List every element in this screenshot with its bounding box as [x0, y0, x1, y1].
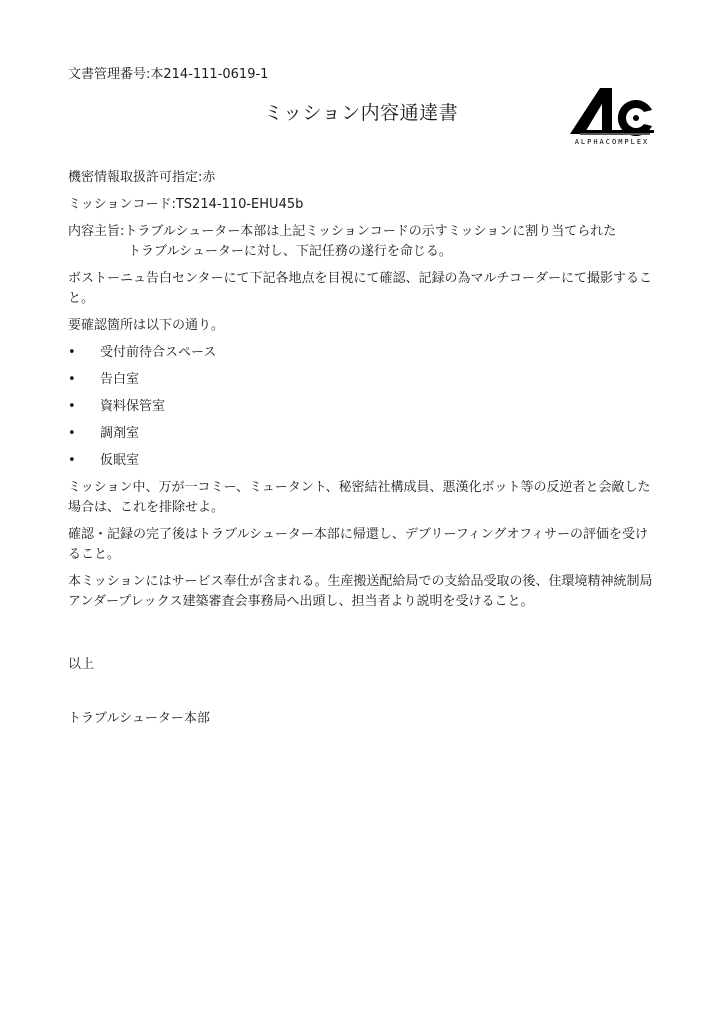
debrief-paragraph: 確認・記録の完了後はトラブルシューター本部に帰還し、デブリーフィングオフィサーの評価を受けること。 [68, 527, 648, 562]
list-item [68, 343, 658, 363]
checkpoint-label: 仮眠室 [100, 453, 140, 468]
document-number: 文書管理番号:本214-111-0619-1 [68, 67, 269, 82]
instruction-paragraph: ボストーニュ告白センターにて下記各地点を目視にて確認、記録の為マルチコーダーにて撮影すること。 [68, 271, 652, 306]
summary-block [68, 222, 658, 262]
classification-line: 機密情報取扱許可指定:赤 [68, 170, 216, 185]
summary-line-continuation: トラブルシューターに対し、下記任務の遂行を命じる。 [128, 244, 452, 259]
bullet-icon: • [68, 345, 76, 360]
bullet-icon: • [68, 399, 76, 414]
document-body [68, 168, 658, 619]
list-item [68, 451, 658, 471]
checkpoint-label: 告白室 [100, 372, 140, 387]
alphacomplex-logo [566, 86, 658, 150]
checkpoint-label: 資料保管室 [100, 399, 166, 414]
bullet-icon: • [68, 426, 76, 441]
checkpoints-intro: 要確認箇所は以下の通り。 [68, 318, 225, 333]
checkpoint-list [68, 343, 658, 471]
bullet-icon: • [68, 372, 76, 387]
list-item [68, 397, 658, 417]
list-item [68, 424, 658, 444]
summary-line: 内容主旨:トラブルシューター本部は上記ミッションコードの示すミッションに割り当てられた [68, 224, 617, 239]
bullet-icon: • [68, 453, 76, 468]
service-paragraph: 本ミッションにはサービス奉仕が含まれる。生産搬送配給局での支給品受取の後、住環境精神統制局 アンダープレックス建築審査会事務局へ出頭し、担当者より説明を受けること。 [68, 574, 653, 609]
checkpoint-label: 調剤室 [100, 426, 140, 441]
closing-mark: 以上 [68, 657, 95, 672]
logo-wordmark: ALPHACOMPLEX [574, 138, 650, 146]
issuer-signature: トラブルシューター本部 [68, 711, 210, 726]
list-item [68, 370, 658, 390]
checkpoint-label: 受付前待合スペース [100, 345, 217, 360]
hostile-engagement-paragraph: ミッション中、万が一コミー、ミュータント、秘密結社構成員、悪漢化ボット等の反逆者と会敵した場合は、これを排除せよ。 [68, 480, 651, 515]
mission-code-line: ミッションコード:TS214-110-EHU45b [68, 197, 304, 212]
document-title: ミッション内容通達書 [263, 102, 459, 124]
